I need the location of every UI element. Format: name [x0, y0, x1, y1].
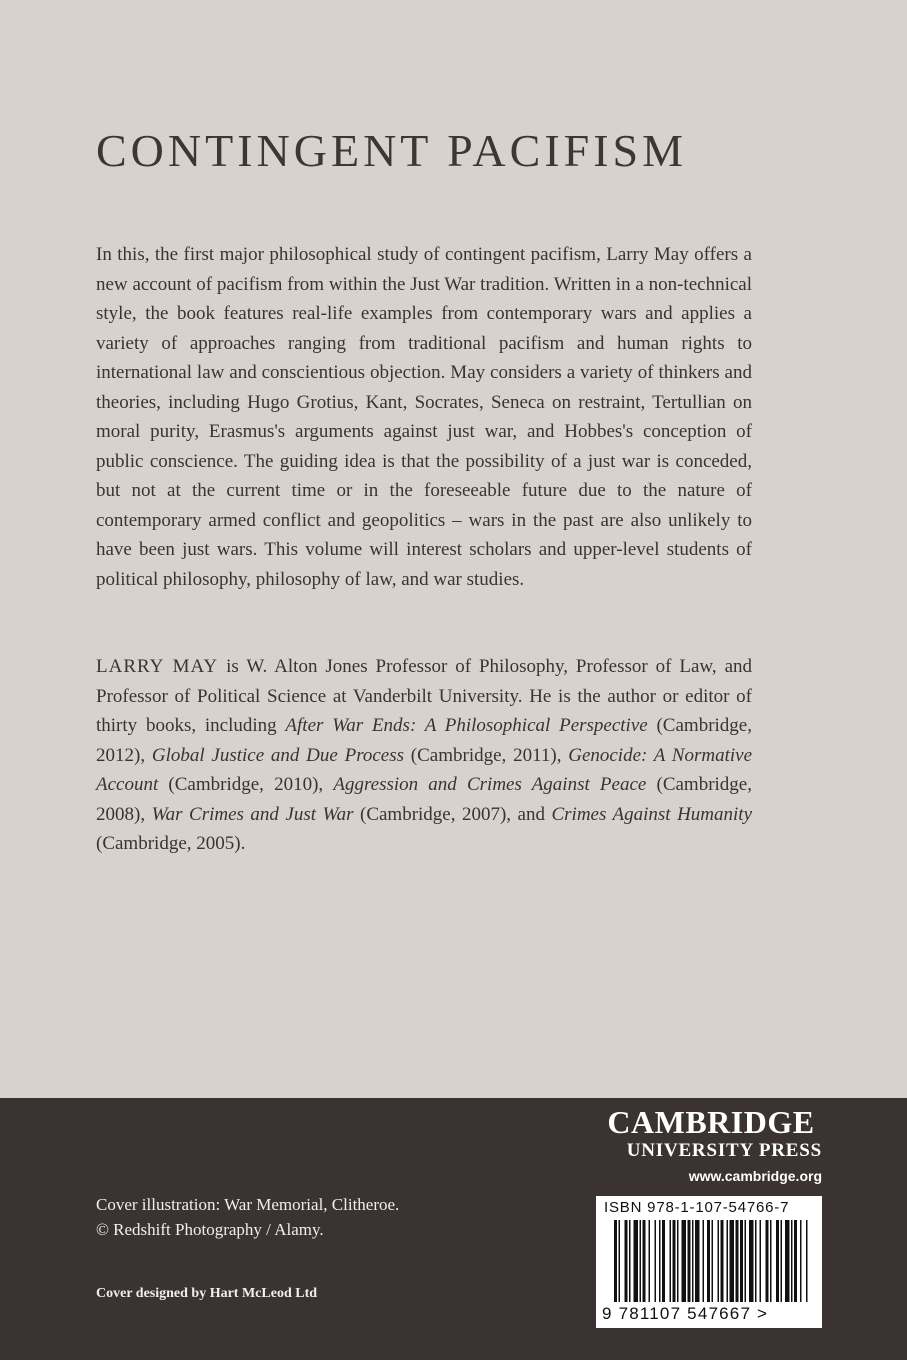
barcode-bar: [677, 1220, 679, 1302]
barcode-bar: [695, 1220, 700, 1302]
barcode-bar: [662, 1220, 665, 1302]
barcode-bar: [673, 1220, 676, 1302]
barcode-bar: [721, 1220, 724, 1302]
bio-text: (Cambridge, 2007), and: [353, 803, 552, 825]
book-blurb: In this, the first major philosophical study of contingent pacifism, Larry May offers a new account of pacifism from within the Just War tradition. Written in a non-technical style, the book features real-life examples from contemporary wars and applies a variety of approaches ranging from traditional pacifism and human rights to international law and conscientious objection. May considers a variety of thinkers and theories, including Hugo Grotius, Kant, Socrates, Seneca on restraint, Tertullian on moral purity, Erasmus's arguments against just war, and Hobbes's conception of public conscience. The guiding idea is that the possibility of a just war is conceded, but not at the current time or in the foreseeable future due to the nature of contemporary armed conflict and geopolitics – wars in the past are also unlikely to have been just wars. This volume will interest scholars and upper-level students of political philosophy, philosophy of law, and war studies.: [96, 244, 752, 590]
barcode-bar: [740, 1220, 743, 1302]
book-reference: After War Ends: A Philosophical Perspective: [285, 715, 648, 736]
book-reference: Crimes Against Humanity: [551, 803, 753, 825]
isbn-label: ISBN 978-1-107-54766-7: [604, 1199, 790, 1216]
barcode-bar: [727, 1220, 729, 1302]
book-reference: War Crimes and Just War: [151, 803, 354, 825]
barcode-bar: [770, 1220, 772, 1302]
book-reference: Global Justice and Due Process: [151, 744, 405, 766]
barcode-bar: [760, 1220, 762, 1302]
bio-text: (Cambridge, 2010),: [158, 774, 334, 795]
book-reference: Genocide: A Normative Account: [96, 744, 753, 795]
barcode-bar: [640, 1220, 642, 1302]
book-title: CONTINGENT PACIFISM: [96, 125, 688, 176]
barcode-bar: [745, 1220, 747, 1302]
barcode-bar: [625, 1220, 628, 1302]
barcode-bar: [655, 1220, 657, 1302]
barcode-digits: 9 781107 547667 >: [602, 1304, 769, 1323]
credit-line: Cover illustration: War Memorial, Clitheroe.: [96, 1195, 400, 1214]
barcode-bar: [794, 1220, 797, 1302]
barcode-bar: [800, 1220, 802, 1302]
barcode-bar: [718, 1220, 720, 1302]
barcode-panel: [596, 1196, 822, 1328]
cover-illustration-credit: [96, 1192, 399, 1242]
barcode-bar: [682, 1220, 687, 1302]
barcode-bar: [692, 1220, 694, 1302]
barcode-bar: [730, 1220, 735, 1302]
barcode-bar: [703, 1220, 705, 1302]
barcode-bar: [707, 1220, 710, 1302]
barcode-bar: [806, 1220, 808, 1302]
barcode-bar: [634, 1220, 639, 1302]
barcode-bar: [785, 1220, 790, 1302]
book-reference: Aggression and Crimes Against Peace: [333, 774, 647, 795]
barcode-bar: [643, 1220, 646, 1302]
barcode-bar: [712, 1220, 714, 1302]
bio-text: (Cambridge, 2011),: [404, 744, 569, 766]
bio-text: is W. Alton Jones Professor of Philosophy, Professor of Law, and Professor of Political Science at Vanderbilt University. He is the author or editor of thirty books, including: [96, 656, 752, 736]
author-name: LARRY MAY: [96, 656, 219, 677]
credit-line: © Redshift Photography / Alamy.: [96, 1220, 324, 1239]
barcode-bar: [776, 1220, 779, 1302]
barcode-bar: [688, 1220, 691, 1302]
barcode-bar: [659, 1220, 661, 1302]
bio-text: (Cambridge, 2012),: [96, 715, 752, 766]
barcode-bar: [766, 1220, 769, 1302]
author-bio: [96, 652, 752, 859]
barcode-bar: [749, 1220, 754, 1302]
barcode-bar: [629, 1220, 631, 1302]
barcode-bar: [755, 1220, 757, 1302]
barcode-bar: [670, 1220, 672, 1302]
barcode-bar: [791, 1220, 793, 1302]
publisher-name: CAMBRIDGE: [607, 1104, 815, 1140]
barcode-bar: [736, 1220, 739, 1302]
bio-text: (Cambridge, 2005).: [96, 833, 246, 854]
publisher-press: UNIVERSITY PRESS: [626, 1140, 822, 1161]
footer-band: [0, 1098, 907, 1360]
barcode-bar: [619, 1220, 621, 1302]
barcode-bar: [649, 1220, 651, 1302]
barcode-bar: [614, 1220, 617, 1302]
bio-text: (Cambridge, 2008),: [96, 774, 752, 825]
cover-designer-credit: Cover designed by Hart McLeod Ltd: [96, 1286, 318, 1301]
barcode-icon: [602, 1220, 816, 1302]
publisher-url: www.cambridge.org: [688, 1168, 822, 1184]
barcode-bar: [781, 1220, 783, 1302]
